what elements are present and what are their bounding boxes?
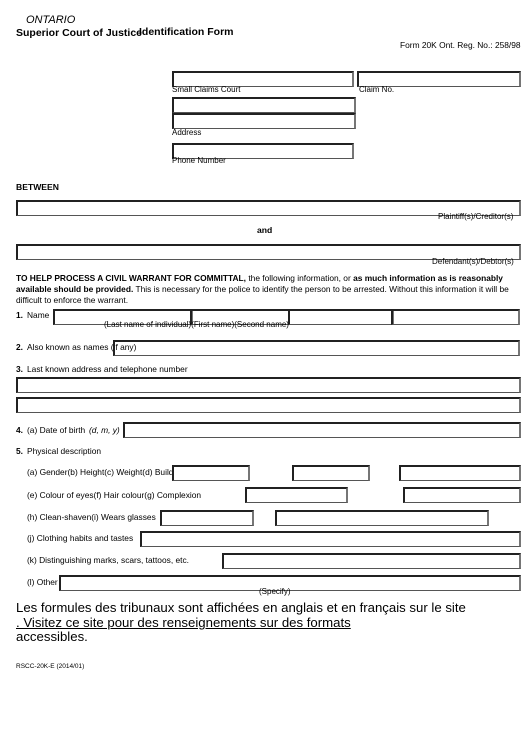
distinguishing-marks-field[interactable] (222, 553, 521, 569)
wears-glasses-field[interactable] (275, 510, 489, 526)
specify-sublabel: (Specify) (259, 587, 291, 596)
defendant-label: Defendant(s)/Debtor(s) (432, 257, 514, 266)
distinguishing-marks-label: (k) Distinguishing marks, scars, tattoos, etc. (27, 555, 189, 565)
form-title: Identification Form (139, 26, 234, 38)
french-notice-line-1: Les formules des tribunaux sont affichées en anglais et en français sur le site (16, 600, 466, 615)
clean-shaven-field[interactable] (160, 510, 254, 526)
q1-label: Name (27, 310, 50, 320)
q3-number: 3. (16, 364, 23, 374)
between-label: BETWEEN (16, 182, 59, 192)
aka-field[interactable] (113, 340, 520, 356)
province-label: ONTARIO (26, 14, 76, 26)
clothing-habits-label: (j) Clothing habits and tastes (27, 533, 134, 543)
form-reference: Form 20K Ont. Reg. No.: 258/98 (400, 40, 521, 50)
height-field[interactable] (292, 465, 370, 481)
small-claims-court-label: Small Claims Court (172, 85, 241, 94)
q5-number: 5. (16, 446, 23, 456)
instructions-text-2: This is necessary for the police to identify the person to be arrested. Without this information it will be difficult to enforce the warrant. (16, 284, 509, 306)
q5-label: Physical description (27, 446, 102, 456)
q4-format: (d, m, y) (89, 425, 120, 435)
and-label: and (257, 225, 273, 235)
name-sublabel: (Last name of individual)(First name)(Second name) (104, 320, 289, 329)
instructions-paragraph (16, 273, 516, 307)
instructions-bold-1: TO HELP PROCESS A CIVIL WARRANT FOR COMMITTAL, (16, 273, 247, 283)
french-notice-line-2[interactable]: . Visitez ce site pour des renseignements sur des formats (16, 615, 351, 630)
phone-number-label: Phone Number (172, 156, 226, 165)
other-label: (l) Other (27, 577, 58, 587)
date-of-birth-field[interactable] (123, 422, 521, 438)
gender-height-weight-build-label: (a) Gender(b) Height(c) Weight(d) Build (27, 467, 174, 477)
q4-number: 4. (16, 425, 23, 435)
form-code: RSCC-20K-E (2014/01) (16, 663, 85, 670)
q2-label: Also known as names (if any) (27, 342, 137, 352)
address-phone-field-1[interactable] (16, 377, 521, 393)
court-address-field[interactable] (172, 97, 356, 113)
weight-field[interactable] (399, 465, 521, 481)
q1-number: 1. (16, 310, 23, 320)
hair-colour-field[interactable] (403, 487, 521, 503)
q3-label: Last known address and telephone number (27, 364, 188, 374)
q4-label: (a) Date of birth (27, 425, 86, 435)
address-label: Address (172, 128, 202, 137)
eye-colour-field[interactable] (245, 487, 348, 503)
instructions-text-1: the following information, or (246, 273, 354, 283)
french-notice-line-3: accessibles. (16, 629, 88, 644)
second-name-field[interactable] (288, 309, 394, 325)
eyes-hair-complexion-label: (e) Colour of eyes(f) Hair colour(g) Complexion (27, 490, 202, 500)
gender-field[interactable] (172, 465, 250, 481)
address-phone-field-2[interactable] (16, 397, 521, 413)
court-address-field-2[interactable] (172, 113, 356, 129)
claim-number-label: Claim No. (359, 85, 395, 94)
clean-shaven-glasses-label: (h) Clean-shaven(i) Wears glasses (27, 512, 156, 522)
plaintiff-label: Plaintiff(s)/Creditor(s) (438, 212, 514, 221)
instructions-bold-2: as much information as is reasonably available should be provided. (16, 273, 503, 295)
clothing-habits-field[interactable] (140, 531, 521, 547)
q2-number: 2. (16, 342, 23, 352)
court-name: Superior Court of Justice (16, 27, 143, 39)
name-extra-field[interactable] (391, 309, 520, 325)
